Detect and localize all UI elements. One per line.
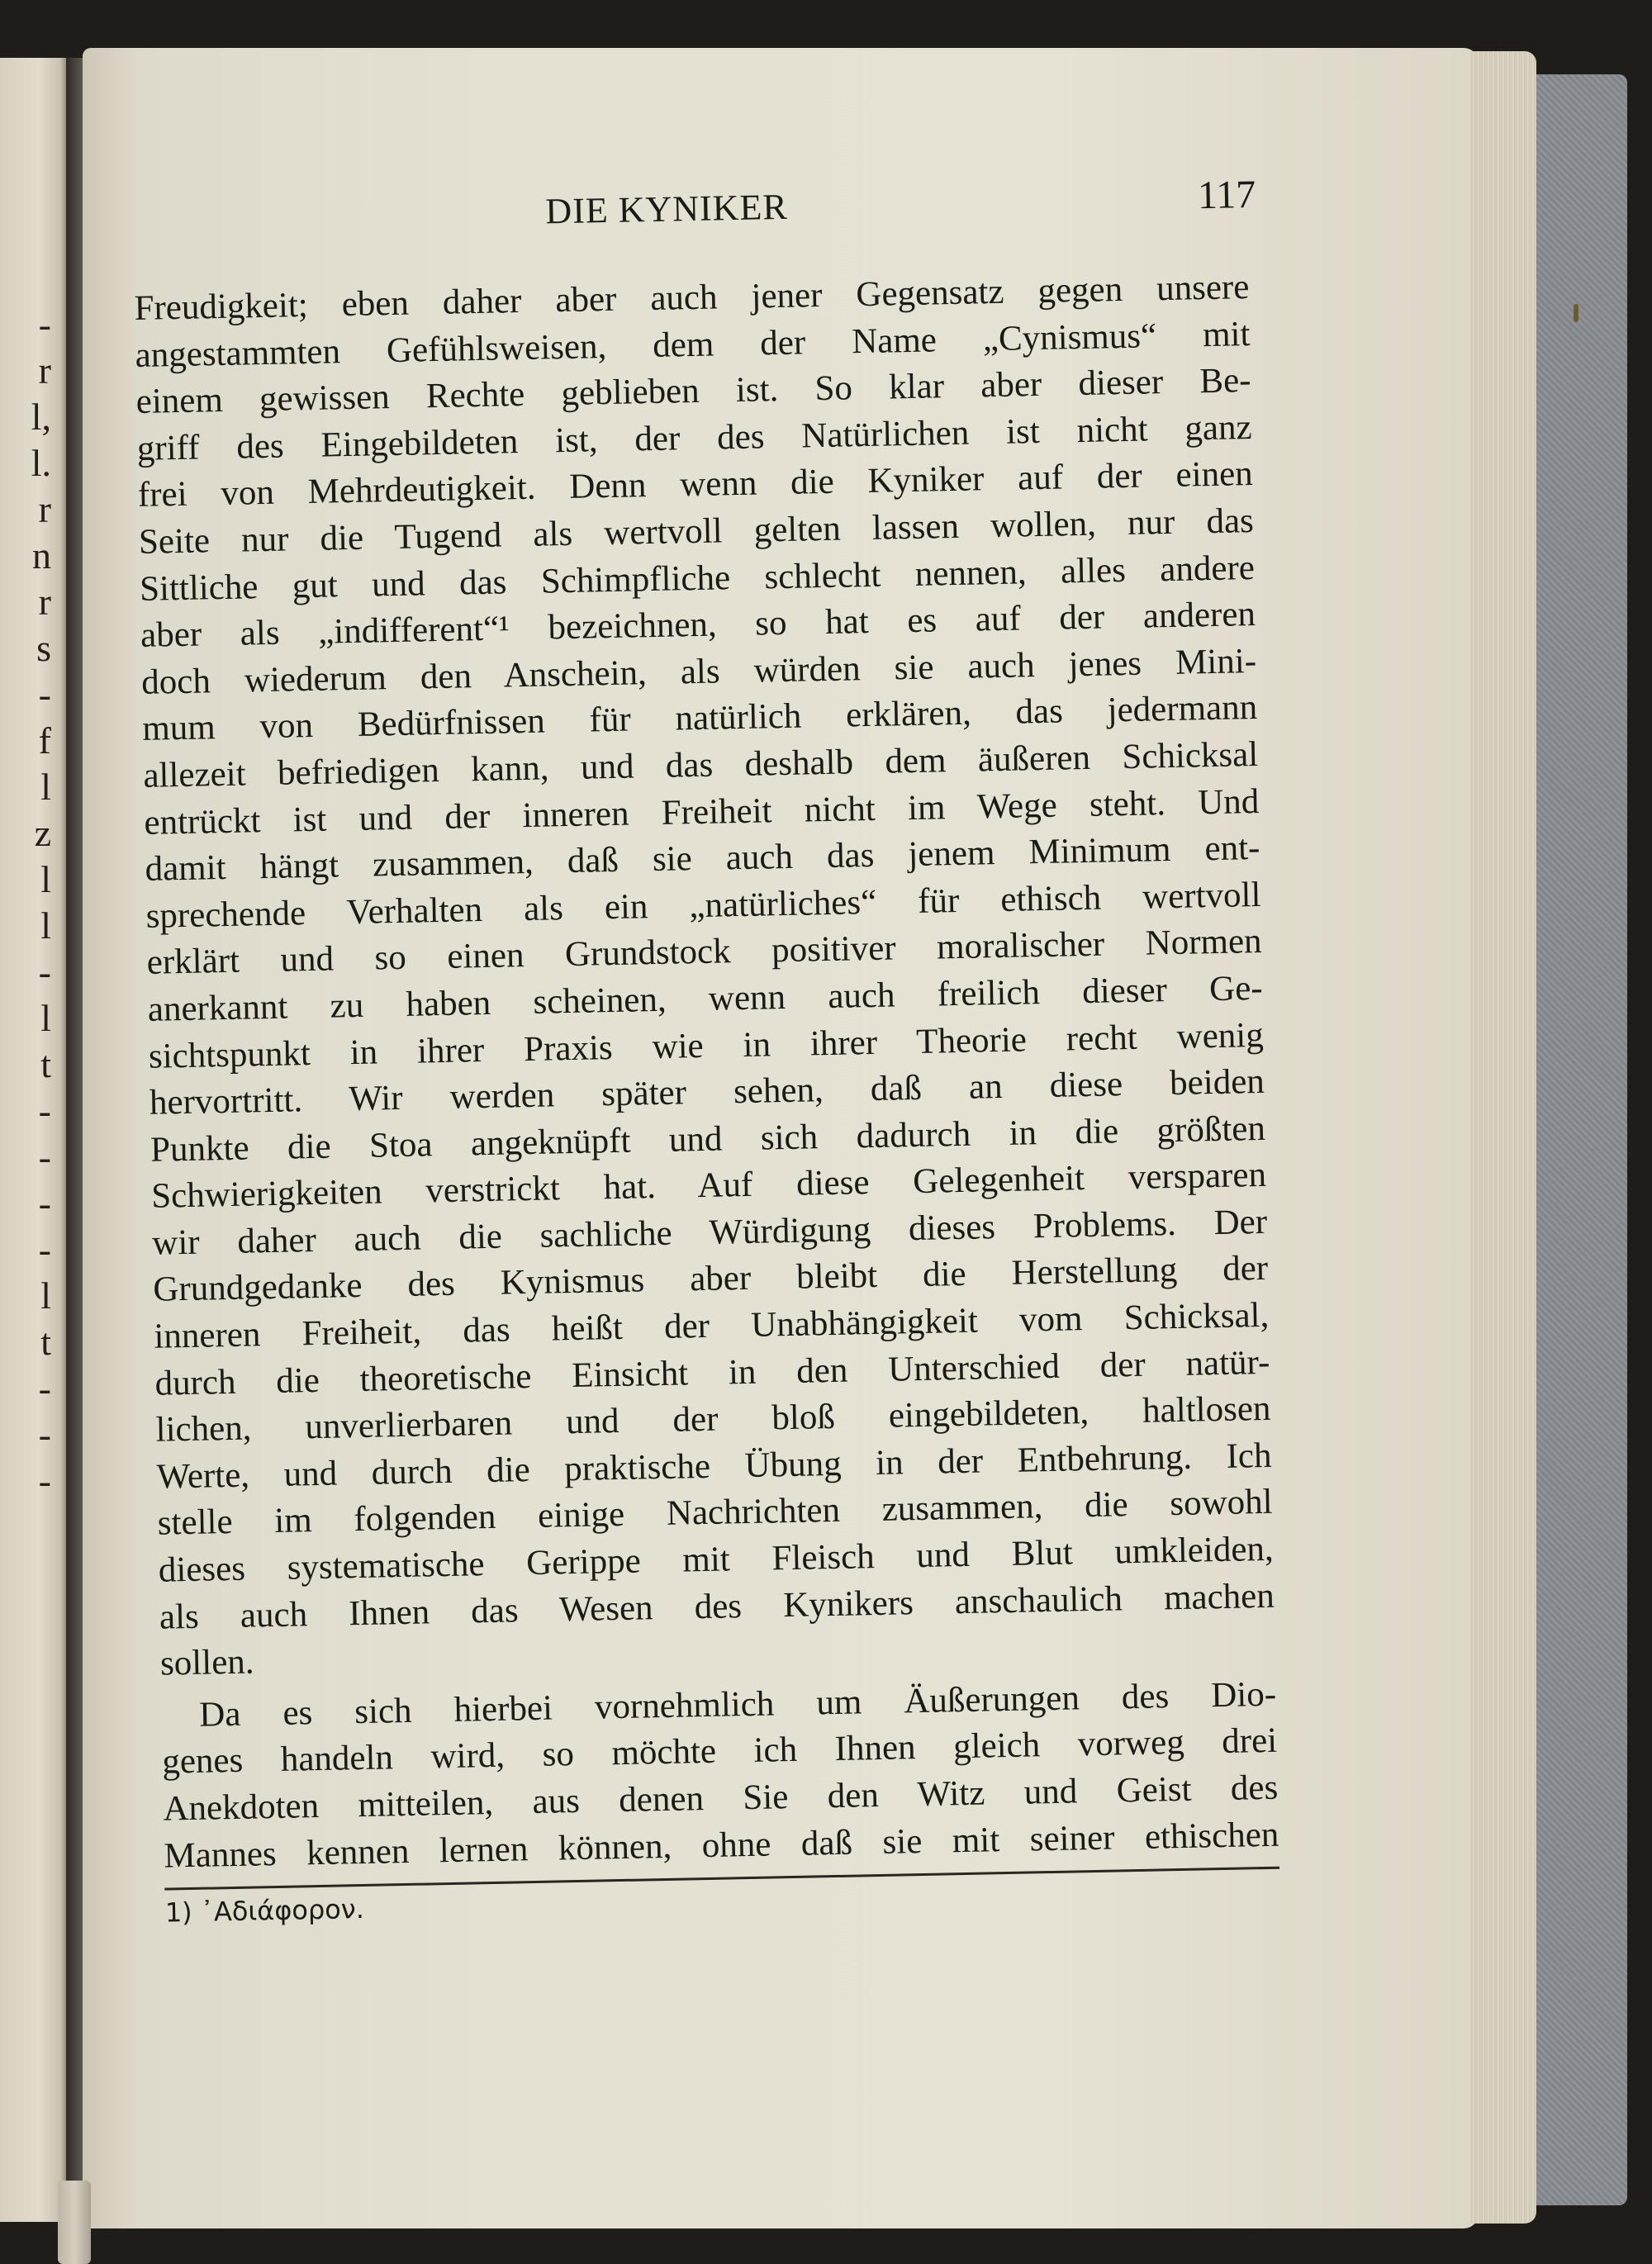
facing-page-char: - <box>38 1182 51 1224</box>
footnote-marker: 1) <box>164 1896 193 1929</box>
text-line: lichen, unverlierbaren und der bloß eingebildeten, haltlosen <box>155 1389 1271 1450</box>
facing-page-char: l <box>40 904 51 947</box>
facing-page-char: l <box>40 997 51 1039</box>
text-line: Punkte die Stoa angeknüpft und sich dadurch in die größten <box>150 1108 1266 1170</box>
text-line: Seite nur die Tugend als wertvoll gelten lassen wollen, nur das <box>138 501 1255 562</box>
text-line: Freudigkeit; eben daher aber auch jener Gegensatz gegen unsere <box>134 268 1250 328</box>
facing-page-margin-text <box>0 58 58 2222</box>
facing-page-char: l. <box>31 442 51 484</box>
facing-page-char: - <box>38 1413 51 1455</box>
text-line: entrückt ist und der inneren Freiheit nicht im Wege steht. Und <box>144 781 1260 842</box>
text-line: mum von Bedürfnissen für natürlich erklären, das jedermann <box>141 688 1258 749</box>
text-line: wir daher auch die sachliche Würdigung dieses Problems. Der <box>151 1202 1268 1263</box>
facing-page-char: l <box>40 766 51 808</box>
text-line: Da es sich hierbei vornehmlich um Äußerungen des Dio- <box>198 1674 1277 1735</box>
facing-page-char: - <box>38 1367 51 1409</box>
facing-page-char: - <box>38 303 51 345</box>
text-line: hervortritt. Wir werden später sehen, daß an diese beiden <box>149 1061 1265 1123</box>
text-line: als auch Ihnen das Wesen des Kynikers anschaulich machen <box>159 1576 1275 1637</box>
text-line: frei von Mehrdeutigkeit. Denn wenn die Kyniker auf der einen <box>137 454 1254 515</box>
facing-page-char: l, <box>31 396 51 438</box>
facing-page-char: r <box>38 581 51 623</box>
facing-page-char: - <box>38 951 51 993</box>
facing-page-char: r <box>38 488 51 530</box>
text-line: Grundgedanke des Kynismus aber bleibt die Herstellung der <box>152 1249 1269 1310</box>
paragraph-1 <box>134 264 1275 1687</box>
cover-mark <box>1574 304 1578 322</box>
text-line: sollen. <box>159 1642 254 1683</box>
text-line: durch die theoretische Einsicht in den Unterschied der natür- <box>154 1342 1270 1403</box>
text-line: griff des Eingebildeten ist, der des Natürlichen ist nicht ganz <box>136 407 1253 468</box>
text-line: dieses systematische Gerippe mit Fleisch und Blut umkleiden, <box>158 1529 1275 1590</box>
text-line: Werte, und durch die praktische Übung in der Entbehrung. Ich <box>156 1436 1272 1497</box>
book-cover-edge <box>1536 74 1627 2205</box>
facing-page-char: - <box>38 1228 51 1270</box>
text-line: inneren Freiheit, das heißt der Unabhängigkeit vom Schicksal, <box>154 1295 1270 1356</box>
text-line: damit hängt zusammen, daß sie auch das jenem Minimum ent- <box>145 828 1260 889</box>
facing-page-char: s <box>36 627 51 669</box>
text-line: Anekdoten mitteilen, aus denen Sie den Witz und Geist des <box>162 1768 1279 1829</box>
facing-page-char: r <box>38 349 51 392</box>
facing-page-char: l <box>40 858 51 900</box>
bookmark-ribbon <box>58 2181 91 2264</box>
page-number: 117 <box>1197 172 1256 218</box>
text-line: genes handeln wird, so möchte ich Ihnen gleich vorweg drei <box>161 1721 1278 1782</box>
facing-page-char: - <box>38 1089 51 1132</box>
facing-page-char: z <box>34 812 51 854</box>
text-line: angestammten Gefühlsweisen, dem der Name „Cynismus“ mit <box>135 314 1251 375</box>
running-head-title: DIE KYNIKER <box>544 186 789 232</box>
page-content <box>132 172 1280 1929</box>
body-text <box>134 264 1279 1880</box>
facing-page-char: - <box>38 673 51 715</box>
facing-page-char: t <box>40 1043 51 1085</box>
text-line: Sittliche gut und das Schimpfliche schlecht nennen, alles andere <box>139 548 1256 609</box>
text-line: doch wiederum den Anschein, als würden sie auch jenes Mini- <box>140 641 1257 702</box>
text-line: stelle im folgenden einige Nachrichten zusammen, die sowohl <box>157 1483 1274 1544</box>
page-edges <box>1470 51 1536 2224</box>
facing-page-char: - <box>38 1459 51 1502</box>
facing-page-char: - <box>38 1136 51 1178</box>
footnote-text: ᾿Αδιάφορον. <box>200 1893 365 1928</box>
facing-page-char: t <box>40 1321 51 1363</box>
facing-page-char: n <box>32 534 51 577</box>
text-line: Mannes kennen lernen können, ohne daß sie mit seiner ethischen <box>164 1815 1279 1876</box>
text-line: sprechende Verhalten als ein „natürliches“ für ethisch wertvoll <box>145 875 1261 936</box>
text-line: allezeit befriedigen kann, und das deshalb dem äußeren Schicksal <box>142 734 1259 795</box>
text-line: Schwierigkeiten verstrickt hat. Auf diese Gelegenheit versparen <box>150 1156 1267 1217</box>
facing-page <box>0 58 71 2222</box>
facing-page-char: f <box>38 719 51 762</box>
text-line: sichtspunkt in ihrer Praxis wie in ihrer Theorie recht wenig <box>148 1015 1265 1076</box>
facing-page-char: l <box>40 1274 51 1317</box>
text-line: erklärt und so einen Grundstock positiver moralischer Normen <box>146 922 1262 983</box>
text-line: aber als „indifferent“¹ bezeichnen, so hat es auf der anderen <box>140 595 1256 656</box>
text-line: anerkannt zu haben scheinen, wenn auch freilich dieser Ge- <box>147 968 1264 1029</box>
text-line: einem gewissen Rechte geblieben ist. So klar aber dieser Be- <box>135 361 1251 422</box>
paragraph-2 <box>161 1672 1279 1880</box>
